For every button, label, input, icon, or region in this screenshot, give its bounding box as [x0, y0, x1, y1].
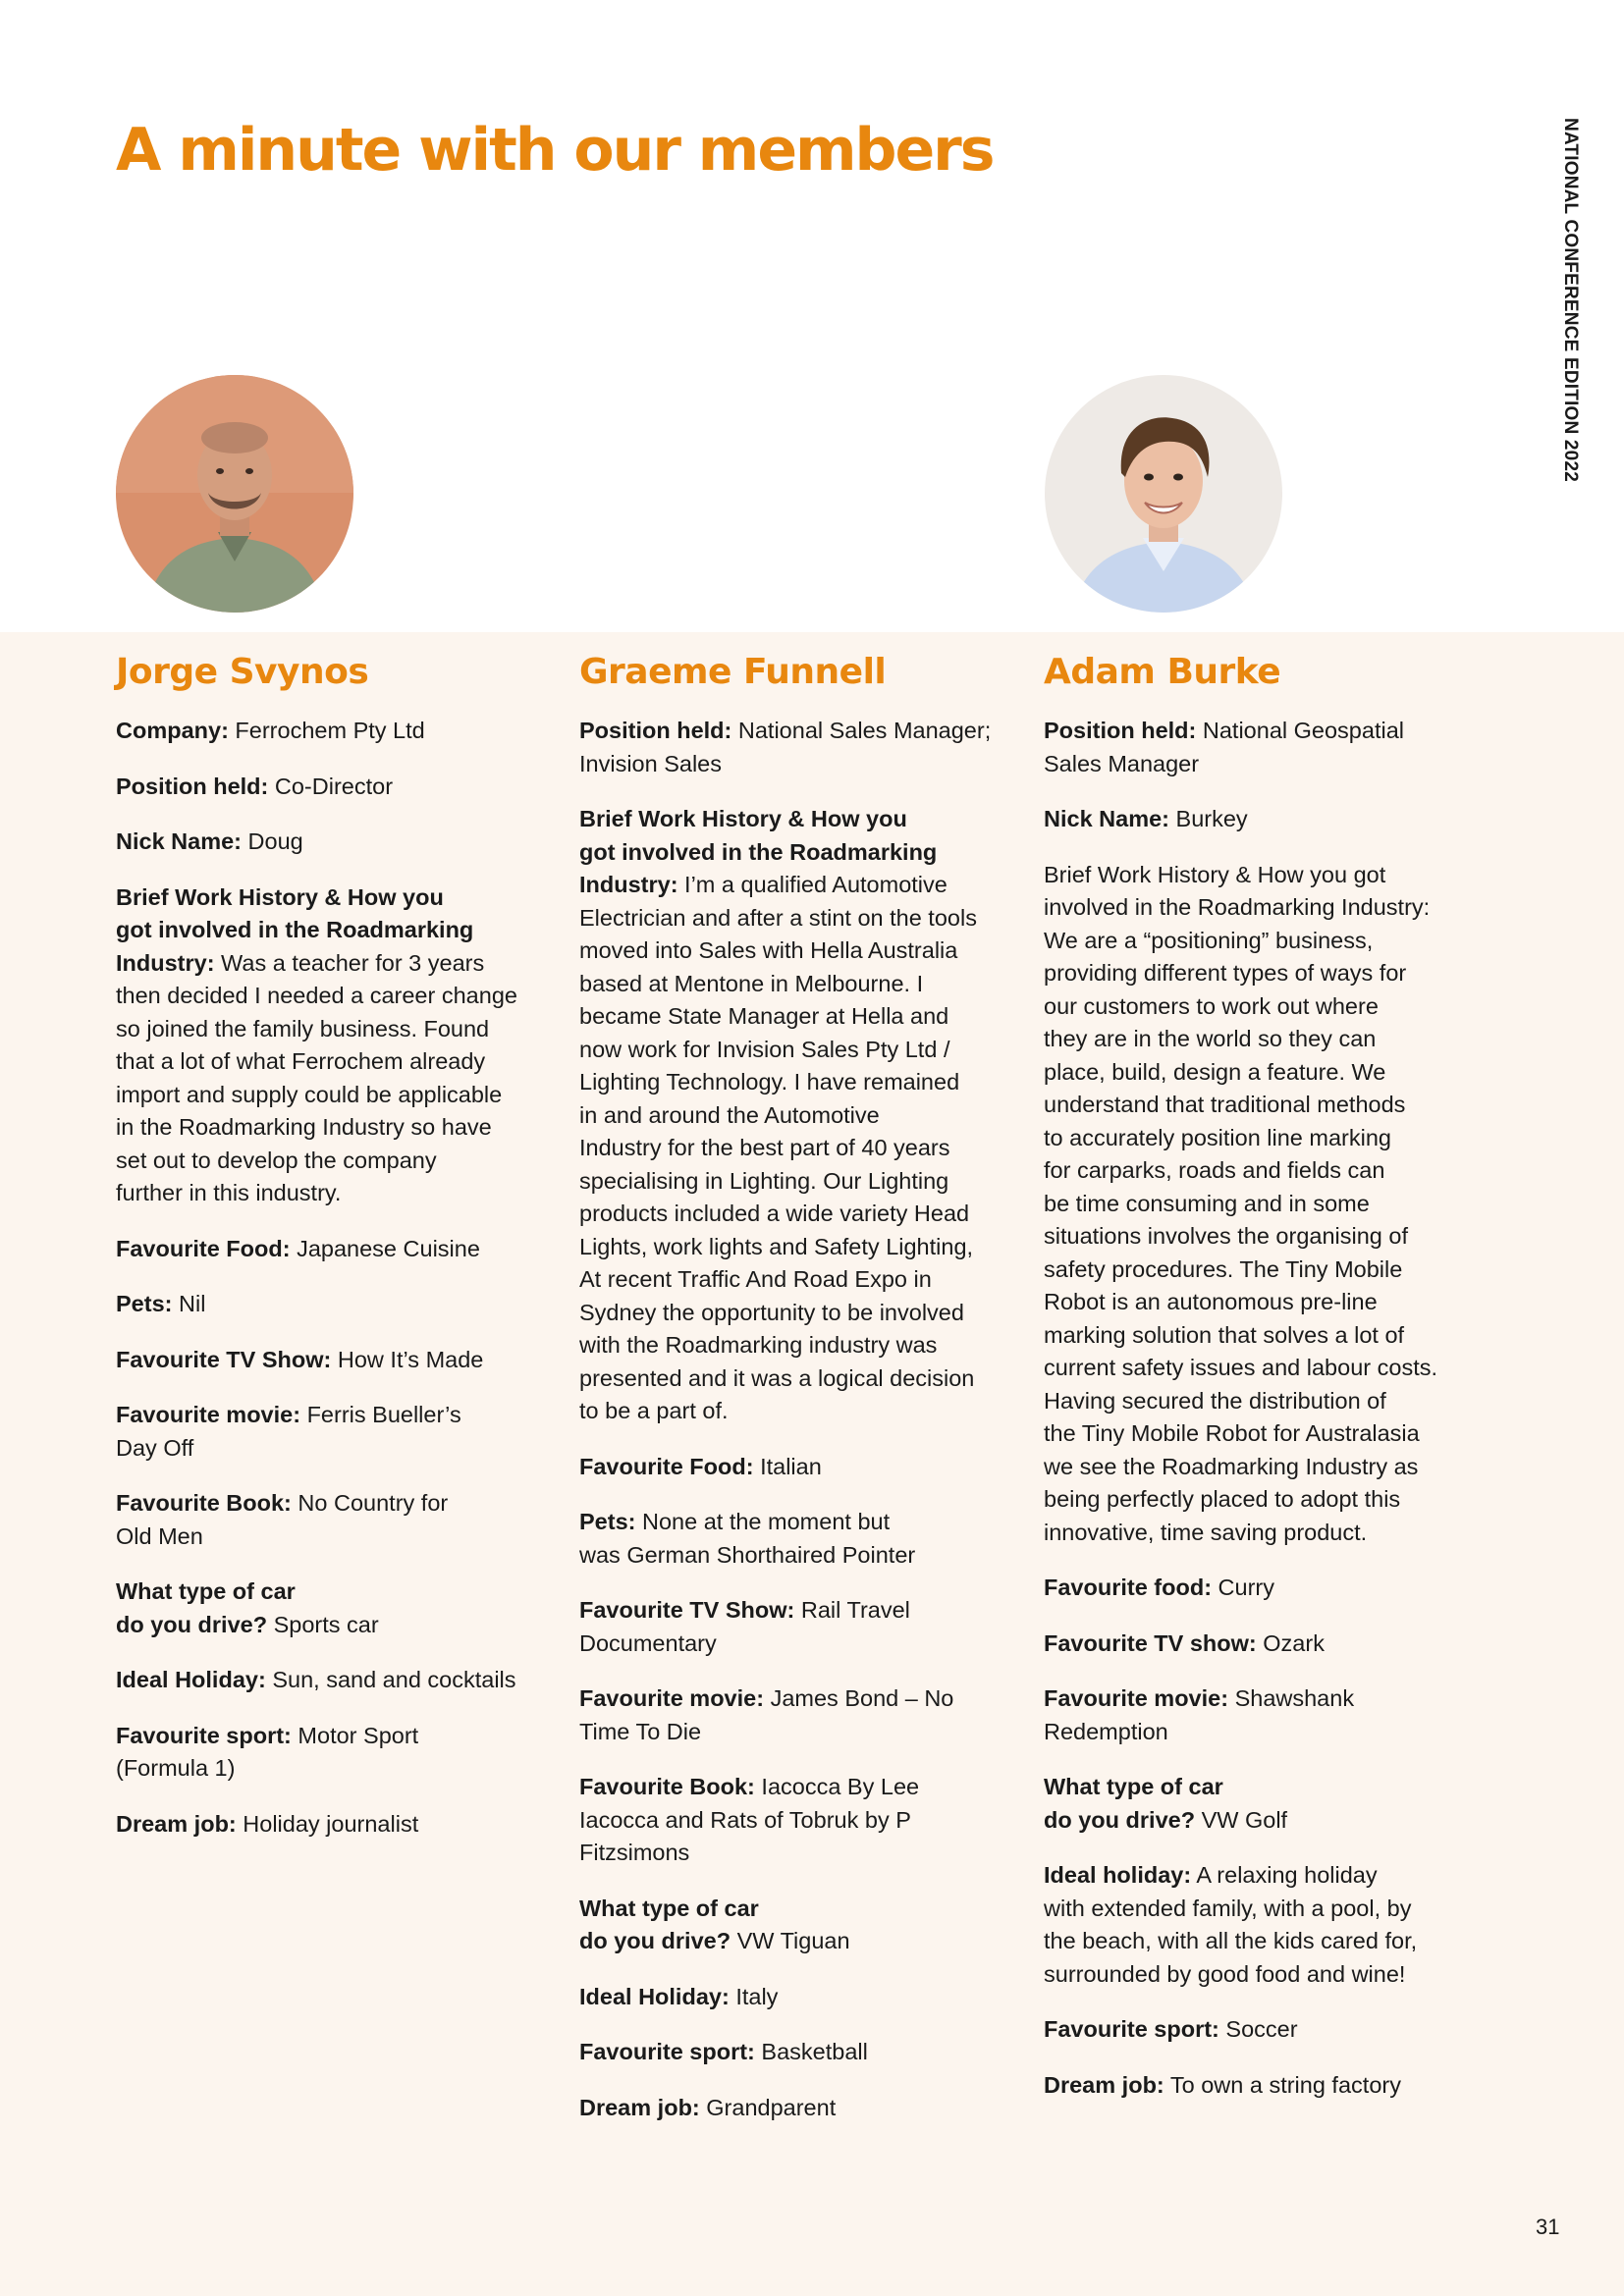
field-label: Favourite sport: [1044, 2016, 1219, 2042]
field-label: Company: [116, 718, 229, 743]
field-value: Holiday journalist [236, 1810, 419, 1837]
field-value: Co-Director [268, 773, 394, 799]
field-label: Favourite movie: [1044, 1685, 1229, 1711]
field-label: Favourite TV Show: [579, 1597, 795, 1623]
member-field [1044, 1572, 1486, 1605]
field-value: National Sales Manager; Invision Sales [579, 718, 992, 776]
edition-side-label: NATIONAL CONFERENCE EDITION 2022 [1560, 118, 1581, 482]
field-value: Ozark [1256, 1629, 1325, 1656]
field-value: Iacocca By Lee Iacocca and Rats of Tobruk by P Fitzsimons [579, 1774, 920, 1865]
field-value: Brief Work History & How you got involved in the Roadmarking Industry: We are a “positioning” business, providing different types of ways for our customers to work out where they are in the world so they can place, build, design a feature. We understand that traditional methods to accurately position line marking for carparks, roads and fields can be time consuming and in some situations involves the organising of safety procedures. The Tiny Mobile Robot is an autonomous pre-line marking solution that solves a lot of current safety issues and labour costs. Having secured the distribution of the Tiny Mobile Robot for Australasia we see the Roadmarking Industry as being perfectly placed to adopt this innovative, time saving product. [1044, 861, 1438, 1545]
avatar-jorge-svynos [116, 375, 353, 613]
field-value: National Geospatial Sales Manager [1044, 718, 1404, 776]
field-label: Favourite food: [1044, 1575, 1213, 1600]
field-label: Position held: [579, 718, 732, 743]
field-value: Soccer [1218, 2016, 1298, 2042]
member-field [1044, 1628, 1486, 1661]
member-name: Graeme Funnell [579, 652, 887, 692]
member-field [116, 1664, 558, 1697]
member-field [1044, 803, 1486, 836]
field-value: Curry [1212, 1575, 1275, 1600]
member-field [1044, 715, 1486, 780]
field-label: Favourite Food: [579, 1453, 754, 1479]
member-field [579, 1451, 1021, 1484]
member-field [1044, 2013, 1486, 2047]
field-label: Ideal Holiday: [579, 1983, 730, 2009]
field-label: Dream job: [1044, 2071, 1164, 2098]
field-value: Italian [753, 1453, 822, 1479]
field-label: What type of car do you drive? [579, 1895, 759, 1953]
member-field [579, 1682, 1021, 1748]
field-value: None at the moment but was German Shorthaired Pointer [579, 1509, 916, 1568]
member-field [579, 1506, 1021, 1572]
field-label: Favourite Food: [116, 1235, 291, 1261]
field-value: James Bond – No Time To Die [579, 1685, 954, 1744]
field-label: What type of car do you drive? [1044, 1774, 1223, 1833]
field-label: Ideal holiday: [1044, 1862, 1192, 1888]
field-label: Dream job: [116, 1810, 237, 1837]
field-label: Nick Name: [1044, 806, 1169, 831]
field-label: Position held: [1044, 718, 1197, 743]
field-value: Nil [172, 1291, 206, 1316]
member-field [579, 1893, 1021, 1958]
field-value: No Country for Old Men [116, 1490, 449, 1549]
field-label: Favourite sport: [579, 2039, 755, 2064]
field-label: Favourite movie: [116, 1402, 301, 1427]
member-field [116, 771, 558, 804]
field-label: What type of car do you drive? [116, 1578, 296, 1637]
member-field [116, 1487, 558, 1553]
member-field [116, 1720, 558, 1786]
field-label: Position held: [116, 773, 269, 799]
member-field [579, 803, 1021, 1428]
member-field [579, 2036, 1021, 2069]
field-value: VW Golf [1195, 1806, 1288, 1833]
field-value: Was a teacher for 3 years then decided I needed a career change so joined the family business. Found that a lot of what Ferrochem already import and supply could be applicable in the Roadmarking Industry so have set out to develop the company further in this industry. [116, 949, 517, 1205]
member-column-3 [1044, 650, 1486, 2124]
field-value: Ferrochem Pty Ltd [228, 718, 425, 743]
member-field [116, 881, 558, 1210]
member-field [116, 1288, 558, 1321]
member-field [116, 1399, 558, 1465]
member-fields [579, 715, 1021, 2124]
field-value: Basketball [754, 2039, 868, 2064]
member-field [1044, 859, 1486, 1550]
field-value: Japanese Cuisine [290, 1235, 480, 1261]
field-value: I’m a qualified Automotive Electrician and after a stint on the tools moved into Sales with Hella Australia based at Mentone in Melbourne. I became State Manager at Hella and now work for Invision Sales Pty Ltd / Lighting Technology. I have remained in and around the Automotive Industry for the best part of 40 years specialising in Lighting. Our Lighting products included a wide variety Head Lights, work lights and Safety Lighting, At recent Traffic And Road Expo in Sydney the opportunity to be involved with the Roadmarking industry was presented and it was a logical decision to be a part of. [579, 872, 977, 1423]
avatar-adam-burke [1045, 375, 1282, 613]
field-value: Doug [242, 828, 303, 854]
member-field [1044, 1859, 1486, 1991]
member-field [116, 1233, 558, 1266]
member-name: Adam Burke [1044, 652, 1281, 692]
field-label: Pets: [116, 1291, 173, 1316]
field-value: How It’s Made [331, 1346, 484, 1372]
field-value: Italy [729, 1983, 779, 2009]
member-field [579, 1771, 1021, 1870]
field-value: To own a string factory [1164, 2071, 1401, 2098]
field-value: Rail Travel Documentary [579, 1597, 910, 1656]
member-field [579, 1594, 1021, 1660]
field-label: Favourite movie: [579, 1685, 765, 1711]
field-label: Favourite sport: [116, 1722, 292, 1748]
field-value: Motor Sport (Formula 1) [116, 1722, 419, 1781]
member-field [116, 1808, 558, 1842]
field-label: Ideal Holiday: [116, 1667, 266, 1692]
field-label: Brief Work History & How you got involved in the Roadmarking Industry: [116, 883, 474, 976]
field-value: VW Tiguan [731, 1928, 850, 1953]
member-field [116, 826, 558, 859]
member-column-1 [116, 650, 558, 1863]
field-value: Grandparent [699, 2094, 837, 2120]
field-value: Burkey [1169, 806, 1248, 831]
field-label: Brief Work History & How you got involved in the Roadmarking Industry: [579, 806, 938, 897]
member-field [579, 715, 1021, 780]
member-field [579, 2092, 1021, 2125]
page-number: 31 [1536, 2215, 1560, 2239]
field-label: Favourite Book: [579, 1774, 755, 1799]
field-label: Favourite Book: [116, 1490, 292, 1516]
field-label: Favourite TV Show: [116, 1346, 332, 1372]
field-label: Favourite TV show: [1044, 1629, 1257, 1656]
member-fields [116, 715, 558, 1841]
member-fields [1044, 715, 1486, 2102]
field-label: Dream job: [579, 2094, 700, 2120]
field-value: A relaxing holiday with extended family, with a pool, by the beach, with all the kids cared for, surrounded by good food and wine! [1044, 1862, 1418, 1987]
field-value: Sun, sand and cocktails [265, 1667, 516, 1692]
member-field [1044, 1771, 1486, 1837]
member-column-2 [579, 650, 1021, 2147]
member-field [1044, 1682, 1486, 1748]
field-label: Pets: [579, 1509, 636, 1534]
member-field [579, 1981, 1021, 2014]
member-name: Jorge Svynos [116, 652, 369, 692]
field-value: Ferris Bueller’s Day Off [116, 1402, 461, 1461]
member-field [116, 715, 558, 748]
member-field [1044, 2069, 1486, 2103]
field-label: Nick Name: [116, 828, 242, 854]
field-value: Sports car [267, 1611, 379, 1637]
member-field [116, 1344, 558, 1377]
member-field [116, 1575, 558, 1641]
field-value: Shawshank Redemption [1044, 1685, 1355, 1744]
page-title: A minute with our members [116, 116, 994, 185]
